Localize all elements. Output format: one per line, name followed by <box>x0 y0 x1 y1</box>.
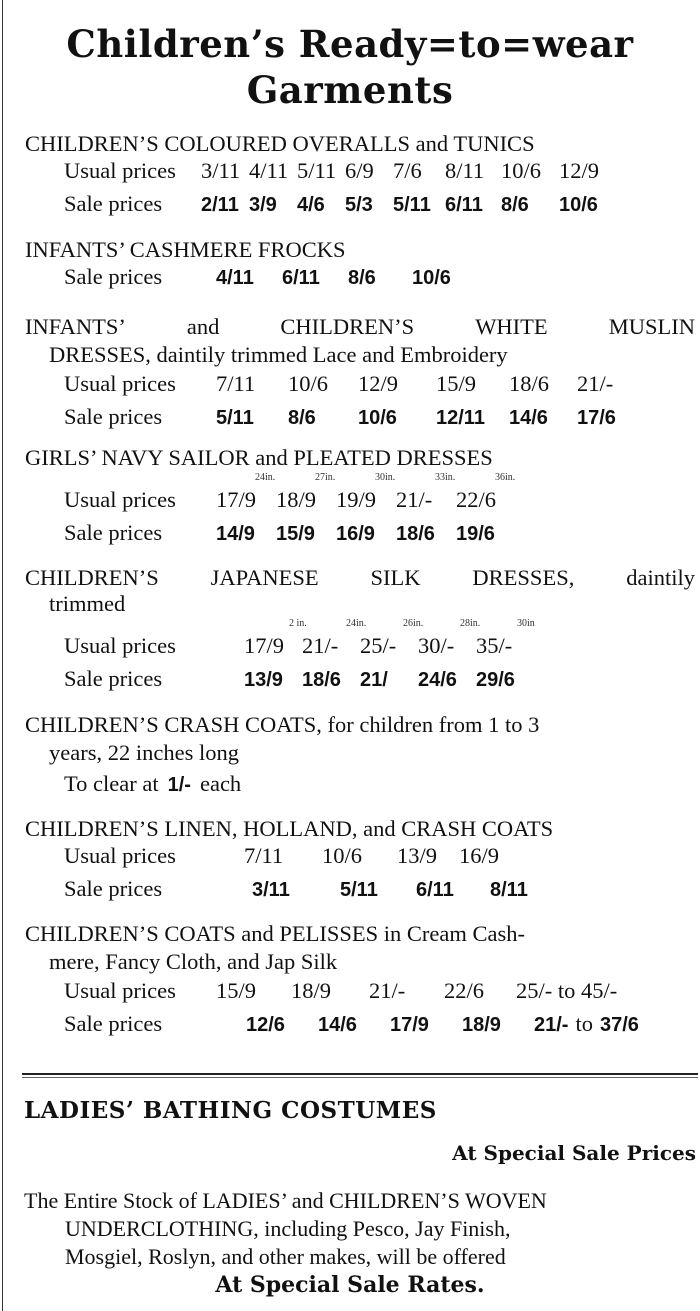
section-cashmere-frocks <box>25 235 694 297</box>
section-linen-holland-coats <box>25 814 694 909</box>
sale-price: 4/11 <box>216 267 254 289</box>
section-divider-thin <box>22 1077 698 1078</box>
usual-price: 7/6 <box>393 158 422 183</box>
usual-price: 12/9 <box>559 158 600 183</box>
section-heading: GIRLS’ NAVY SAILOR and PLEATED DRESSES <box>25 445 493 470</box>
sale-prices-label: Sale prices <box>64 876 163 901</box>
section-heading <box>25 312 695 341</box>
usual-prices-label: Usual prices <box>64 843 176 868</box>
sale-prices-label: Sale prices <box>64 666 163 691</box>
paragraph-line: UNDERCLOTHING, including Pesco, Jay Finish, <box>65 1216 511 1241</box>
usual-price: 3/11 <box>201 158 241 183</box>
usual-price: 12/9 <box>358 371 399 396</box>
size-labels-row <box>64 472 694 487</box>
section-heading-line-2: years, 22 inches long <box>49 740 239 765</box>
section-heading: CHILDREN’S COATS and PELISSES in Cream Cash- <box>25 921 525 946</box>
section-navy-sailor-dresses <box>25 443 694 553</box>
sale-price: 13/9 <box>244 669 283 691</box>
size-label: 26in. <box>403 618 424 629</box>
section-heading-line-2: mere, Fancy Cloth, and Jap Silk <box>49 949 338 974</box>
usual-price: 18/9 <box>291 978 332 1003</box>
usual-price: 30/- <box>418 633 455 658</box>
usual-prices-label: Usual prices <box>64 371 176 396</box>
usual-prices-row <box>64 158 694 191</box>
usual-price: 6/9 <box>345 158 374 183</box>
heading-word: and <box>186 314 220 339</box>
title-line-2: Garments <box>246 68 454 112</box>
sale-price: 10/6 <box>358 407 397 429</box>
sale-price: 18/6 <box>396 523 435 545</box>
usual-price: 5/11 <box>297 158 337 183</box>
usual-price: 10/6 <box>501 158 542 183</box>
section-heading: CHILDREN’S CRASH COATS, for children from 1 to 3 <box>25 712 540 737</box>
sale-price: 3/11 <box>252 879 290 901</box>
sale-price: 6/11 <box>445 194 483 216</box>
sale-price: 12/11 <box>436 407 485 429</box>
section-crash-coats <box>25 710 694 804</box>
usual-price: 17/9 <box>244 633 285 658</box>
sale-price: 4/6 <box>297 194 325 216</box>
special-sale-rates-closing: At Special Sale Rates. <box>215 1272 485 1298</box>
usual-prices-row <box>64 633 694 666</box>
section-heading: CHILDREN’S COLOURED OVERALLS and TUNICS <box>25 131 535 156</box>
usual-price: 22/6 <box>456 487 497 512</box>
usual-prices-row <box>64 487 694 520</box>
usual-price: 21/- <box>369 978 406 1003</box>
usual-price: 25/- to 45/- <box>516 978 618 1003</box>
sale-price: 19/6 <box>456 523 495 545</box>
size-label: 27in. <box>315 472 336 483</box>
sale-price: 2/11 <box>201 194 239 216</box>
sale-price: 21/- <box>534 1014 569 1036</box>
sale-price: 8/6 <box>348 267 376 289</box>
usual-price: 4/11 <box>249 158 289 183</box>
sale-price: 12/6 <box>246 1014 285 1036</box>
section-heading <box>25 563 695 592</box>
usual-price: 8/11 <box>445 158 485 183</box>
sale-prices-row <box>64 1011 694 1044</box>
heading-word: MUSLIN <box>608 314 695 339</box>
sale-price: 37/6 <box>599 1014 639 1036</box>
usual-price: 19/9 <box>336 487 377 512</box>
sale-price: 5/11 <box>216 407 254 429</box>
usual-price: 35/- <box>476 633 513 658</box>
sale-prices-row <box>64 264 694 297</box>
usual-prices-row <box>64 978 694 1011</box>
section-heading-line-2: DRESSES, daintily trimmed Lace and Embroidery <box>49 342 508 367</box>
sale-prices-label: Sale prices <box>64 191 163 216</box>
sale-price: 17/6 <box>577 407 616 429</box>
size-label: 36in. <box>495 472 516 483</box>
usual-price: 15/9 <box>436 371 477 396</box>
sale-prices-row <box>64 666 694 699</box>
sale-price: 17/9 <box>390 1014 429 1036</box>
section-heading: INFANTS’ CASHMERE FROCKS <box>25 237 346 262</box>
usual-price: 21/- <box>396 487 433 512</box>
sale-price: 8/6 <box>501 194 529 216</box>
size-label: 24in. <box>346 618 367 629</box>
usual-prices-row <box>64 843 694 876</box>
sale-prices-label: Sale prices <box>64 1011 163 1036</box>
sale-prices-row <box>64 876 694 909</box>
sale-price: 6/11 <box>282 267 320 289</box>
section-coloured-overalls <box>25 129 694 224</box>
sale-price: 10/6 <box>412 267 451 289</box>
sale-price: 16/9 <box>336 523 375 545</box>
sale-price: 15/9 <box>276 523 315 545</box>
sale-prices-row <box>64 520 694 553</box>
heading-word: DRESSES, <box>472 565 575 590</box>
section-heading: CHILDREN’S LINEN, HOLLAND, and CRASH COATS <box>25 816 554 841</box>
sale-prices-label: Sale prices <box>64 404 163 429</box>
sale-price: 14/6 <box>318 1014 357 1036</box>
clear-prefix: To clear at <box>64 771 159 796</box>
sale-prices-label: Sale prices <box>64 264 163 289</box>
section-divider <box>22 1073 698 1075</box>
underclothing-paragraph <box>24 1187 698 1271</box>
clear-suffix: each <box>199 771 242 796</box>
sale-prices-label: Sale prices <box>64 520 163 545</box>
sale-price: 8/6 <box>288 407 316 429</box>
usual-price: 18/9 <box>276 487 317 512</box>
size-label: 30in <box>517 618 535 629</box>
sale-price: 14/6 <box>509 407 548 429</box>
sale-price: 24/6 <box>418 669 457 691</box>
special-sale-prices-subheading: At Special Sale Prices <box>452 1141 696 1165</box>
heading-word: daintily <box>626 565 695 590</box>
sale-price: 29/6 <box>476 669 515 691</box>
size-label: 2 in. <box>289 618 307 629</box>
heading-word: INFANTS’ <box>25 314 126 339</box>
sale-prices-row <box>64 404 694 437</box>
clear-price: 1/- <box>167 774 191 796</box>
sale-price: 3/9 <box>249 194 277 216</box>
paragraph-line: Mosgiel, Roslyn, and other makes, will be offered <box>65 1244 506 1269</box>
page-title <box>0 22 700 114</box>
usual-price: 7/11 <box>244 843 284 868</box>
sale-price: 10/6 <box>559 194 598 216</box>
sale-price: 5/11 <box>340 879 378 901</box>
sale-price: 18/9 <box>462 1014 501 1036</box>
usual-price: 21/- <box>577 371 614 396</box>
usual-prices-label: Usual prices <box>64 978 176 1003</box>
usual-price: 10/6 <box>288 371 329 396</box>
heading-word: SILK <box>370 565 421 590</box>
usual-price: 17/9 <box>216 487 257 512</box>
heading-word: WHITE <box>475 314 548 339</box>
sale-price: 21/ <box>360 669 388 691</box>
usual-price: 7/11 <box>216 371 256 396</box>
section-coats-pelisses <box>25 919 694 1044</box>
usual-price: 21/- <box>302 633 339 658</box>
heading-word: JAPANESE <box>210 565 319 590</box>
section-white-muslin-dresses <box>25 312 694 437</box>
usual-price: 25/- <box>360 633 397 658</box>
section-heading-line-2: trimmed <box>49 591 126 616</box>
sale-prices-row <box>64 191 694 224</box>
usual-prices-label: Usual prices <box>64 633 176 658</box>
bathing-costumes-heading: LADIES’ BATHING COSTUMES <box>24 1097 437 1124</box>
sale-price: 14/9 <box>216 523 255 545</box>
section-japanese-silk-dresses <box>25 563 694 699</box>
usual-price: 10/6 <box>322 843 363 868</box>
size-label: 24in. <box>255 472 276 483</box>
size-label: 33in. <box>435 472 456 483</box>
sale-price: 5/11 <box>393 194 431 216</box>
usual-prices-row <box>64 371 694 404</box>
size-label: 30in. <box>375 472 396 483</box>
sale-price: 6/11 <box>416 879 454 901</box>
usual-price: 16/9 <box>459 843 500 868</box>
sale-price: 5/3 <box>345 194 373 216</box>
clearance-row <box>64 771 694 804</box>
size-labels-row <box>64 618 694 633</box>
paragraph-line: The Entire Stock of LADIES’ and CHILDREN’S WOVEN <box>24 1188 547 1213</box>
sale-price: 18/6 <box>302 669 341 691</box>
usual-price: 22/6 <box>444 978 485 1003</box>
usual-prices-label: Usual prices <box>64 158 176 183</box>
heading-word: CHILDREN’S <box>280 314 415 339</box>
usual-prices-label: Usual prices <box>64 487 176 512</box>
usual-price: 13/9 <box>397 843 438 868</box>
usual-price: 18/6 <box>509 371 550 396</box>
title-line-1: Children’s Ready=to=wear <box>66 22 634 66</box>
usual-price: 15/9 <box>216 978 257 1003</box>
heading-word: CHILDREN’S <box>25 565 159 590</box>
sale-range-word: to <box>575 1011 593 1036</box>
sale-price: 8/11 <box>490 879 528 901</box>
size-label: 28in. <box>460 618 481 629</box>
